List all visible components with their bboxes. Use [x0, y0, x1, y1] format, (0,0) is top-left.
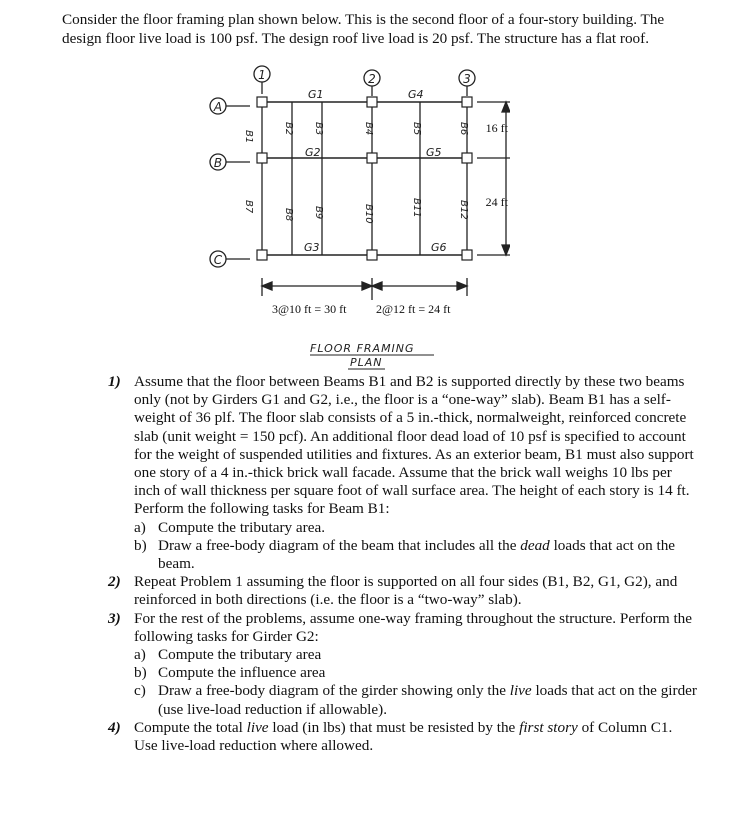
dimension-24ft: 24 ft [485, 195, 508, 209]
beam-label-B5: B5 [411, 122, 422, 136]
framing-plan-drawing [190, 64, 510, 374]
column-line-2 [364, 70, 380, 96]
girder-label-G4: G4 [408, 88, 424, 101]
beam-label-B3: B3 [313, 122, 324, 136]
beam-label-B1: B1 [243, 130, 254, 144]
beam-label-B12: B12 [458, 200, 469, 220]
svg-text:C: C [213, 253, 223, 267]
beam-label-B11: B11 [411, 198, 422, 218]
intro-paragraph: Consider the floor framing plan shown below. This is the second floor of a four-story building. The design floor live load is 100 psf. The design roof live load is 20 psf. The structure has a flat roof. [62, 11, 665, 47]
svg-text:3: 3 [463, 72, 471, 86]
beam-label-B4: B4 [363, 122, 374, 136]
row-line-C [210, 251, 250, 267]
problem-4 [108, 719, 698, 755]
dimension-24ft-horizontal: 2@12 ft = 24 ft [376, 302, 451, 316]
problem-number: 1) [108, 373, 121, 390]
figure-title: FLOOR FRAMING [310, 342, 415, 355]
beam-label-B6: B6 [458, 122, 469, 136]
problem-3a: a) Compute the tributary area [134, 646, 322, 664]
beam-label-B10: B10 [363, 204, 374, 224]
girder-label-G2: G2 [305, 146, 321, 159]
problem-1b: b) Draw a free-body diagram of the beam that includes all the dead loads that act on the beam. [134, 536, 676, 573]
row-line-B [210, 154, 250, 170]
problem-3b: b) Compute the influence area [134, 664, 326, 682]
floor-framing-plan [190, 64, 510, 374]
figure-title-plan: PLAN [350, 356, 383, 369]
svg-text:A: A [213, 100, 223, 114]
problem-4-text: Compute the total live load (in lbs) that must be resisted by the first story of Column C1. Use live-load reduction where allowed. [134, 718, 673, 755]
beam-label-B7: B7 [243, 200, 254, 214]
girder-label-G5: G5 [426, 146, 442, 159]
problem-3-text: For the rest of the problems, assume one-way framing throughout the structure. Perform the following tasks for Girder G2: [134, 609, 692, 645]
svg-text:B: B [213, 156, 223, 170]
dimension-30ft: 3@10 ft = 30 ft [272, 302, 347, 316]
problem-2 [108, 573, 698, 609]
problem-1a: a) Compute the tributary area. [134, 518, 326, 536]
problem-number: 4) [108, 718, 121, 736]
problem-list [108, 373, 698, 755]
row-line-A [210, 98, 250, 114]
svg-text:1: 1 [258, 68, 266, 82]
column-line-1 [254, 66, 270, 94]
girder-label-G3: G3 [304, 241, 320, 254]
girder-label-G6: G6 [431, 241, 447, 254]
beam-label-B8: B8 [283, 208, 294, 222]
problem-3c: c) Draw a free-body diagram of the girder showing only the live loads that act on the girder (use live-load reduction if allowable). [134, 682, 697, 718]
problem-1 [108, 373, 698, 573]
problem-number: 2) [108, 573, 121, 591]
dimension-16ft: 16 ft [485, 121, 508, 135]
problem-2-text: Repeat Problem 1 assuming the floor is supported on all four sides (B1, B2, G1, G2), and reinforced in both directions (i.e. the floor is a “two-way” slab). [134, 573, 678, 609]
girder-label-G1: G1 [308, 88, 324, 101]
horizontal-dimension [262, 278, 467, 300]
problem-1-text: Assume that the floor between Beams B1 and B2 is supported directly by these two beams only (not by Girders G1 and G2, i.e., the floor is a “one-way” slab). Beam B1 has a self-weight of 36 plf. The floor slab consists of a 5 in.-thick, normalweight, reinforced concrete slab (unit weight = 150 pcf). An additional floor dead load of 10 psf is specified to account for the weight of suspended utilities and fixtures. As an exterior beam, B1 must also support one story of a 4 in.-thick brick wall facade. Assume that the brick wall weighs 10 lbs per inch of wall thickness per square foot of wall surface area. The height of each story is 14 ft. Perform the following tasks for Beam B1: [134, 373, 694, 518]
column-line-3 [459, 70, 475, 96]
beam-label-B2: B2 [283, 122, 294, 136]
problem-number: 3) [108, 609, 121, 627]
beam-label-B9: B9 [313, 206, 324, 220]
problem-3 [108, 610, 698, 719]
svg-text:2: 2 [368, 72, 376, 86]
